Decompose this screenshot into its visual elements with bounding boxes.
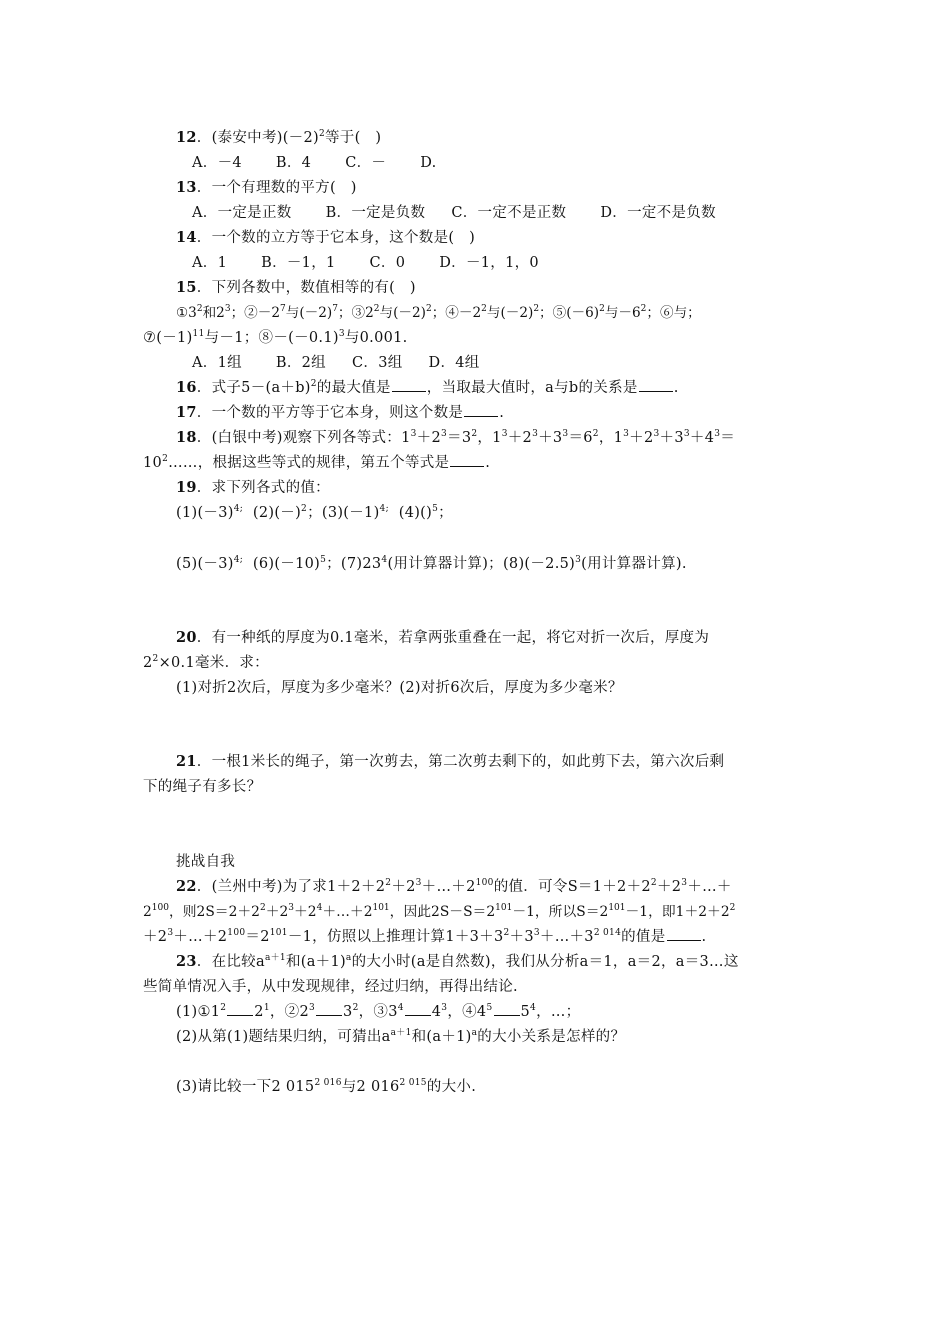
question-15-items-line1: $①3^2$和$2^3$；$②-2^7$与$(-2)^7$；$③2^2$与$(-2)^2$；$④-2^2$与$(-2)^2$；$⑤(-6)^2$与$-6^2$；⑥与； — [176, 304, 701, 321]
question-14: 14．一个数的立方等于它本身，这个数是( ) — [176, 229, 476, 246]
question-18: 18．(白银中考)观察下列各等式：$1^3+2^3=3^2$，$1^3+2^3+3^3=6^2$，$1^3+2^3+3^3+4^3=$ — [176, 429, 736, 446]
question-23-line2: 些简单情况入手，从中发现规律，经过归纳，再得出结论. — [143, 979, 518, 995]
question-15-items-line2: $⑦(-1)^{11}$与－1；$⑧-(-0.1)^3$与0.001. — [143, 329, 408, 346]
answer-blank[interactable] — [667, 928, 701, 941]
question-23: 23．在比较$a^{a+1}$和$(a+1)^a$的大小时(a是自然数)，我们从分析a＝1，a＝2，a＝3…这 — [176, 953, 739, 970]
answer-blank[interactable] — [450, 454, 484, 467]
question-12: 12．(泰安中考)$(-2)^2$等于( ) — [176, 129, 382, 146]
compare-blank[interactable] — [316, 1003, 342, 1016]
compare-blank[interactable] — [405, 1003, 431, 1016]
question-23-part1: $(1)①1^2$ $2^1$，$②2^3$ $3^2$，$③3^4$ $4^3$，$④4^5$ $5^4$，…； — [176, 1003, 581, 1020]
question-20: 20．有一种纸的厚度为0.1毫米，若拿两张重叠在一起，将它对折一次后，厚度为 — [176, 629, 710, 646]
compare-blank[interactable] — [494, 1003, 520, 1016]
question-21-line2: 下的绳子有多长？ — [143, 779, 262, 795]
question-18-line2: $10^2\dots\dots$，根据这些等式的规律，第五个等式是 . — [143, 454, 491, 471]
question-16: 16．式子$5-(a+b)^2$的最大值是 ，当取最大值时，a与b的关系是 . — [176, 379, 679, 396]
question-15-options: A．1组 B．2组 C．3组 D．4组 — [192, 355, 480, 371]
question-20-line2: $2^2\times 0.1$毫米．求： — [143, 654, 269, 671]
question-23-part2: (2)从第(1)题结果归纳，可猜出$a^{a+1}$和$(a+1)^a$的大小关系是怎样的？ — [176, 1028, 626, 1045]
question-19: 19．求下列各式的值： — [176, 479, 330, 496]
answer-blank[interactable] — [639, 379, 673, 392]
question-19-parts-1-4: $(1)(-3)^{4;}$ $(2)(-)^2$；$(3)(-1)^{4;}$ (4)()$^5$； — [176, 504, 453, 521]
question-21: 21．一根1米长的绳子，第一次剪去，第二次剪去剩下的，如此剪下去，第六次后剩 — [176, 753, 725, 770]
answer-blank[interactable] — [464, 404, 498, 417]
question-22-line3: $+2^3+\dots+2^{100}=2^{101}-1$，仿照以上推理计算$1+3+3^2+3^3+\dots+3^{2 014}$的值是 . — [143, 928, 707, 945]
question-20-parts: (1)对折2次后，厚度为多少毫米？(2)对折6次后，厚度为多少毫米？ — [176, 680, 623, 696]
compare-blank[interactable] — [227, 1003, 253, 1016]
question-13-options: A．一定是正数 B．一定是负数 C．一定不是正数 D．一定不是负数 — [192, 205, 716, 221]
question-13: 13．一个有理数的平方( ) — [176, 179, 357, 196]
section-title: 挑战自我 — [176, 854, 236, 870]
question-15: 15．下列各数中，数值相等的有( ) — [176, 279, 416, 296]
question-17: 17．一个数的平方等于它本身，则这个数是 . — [176, 404, 505, 421]
question-14-options: A．1 B．－1，1 C．0 D．－1，1，0 — [192, 255, 539, 271]
answer-blank[interactable] — [392, 379, 426, 392]
question-12-options: A．－4 B．4 C．－ D. — [192, 155, 437, 171]
question-19-parts-5-8: $(5)(-3)^{4;}$ $(6)(-10)^5$；$(7)23^4$(用计算器计算)；$(8)(-2.5)^3$(用计算器计算). — [176, 555, 687, 572]
question-23-part3: (3)请比较一下2 $015^{2 016}$与2 $016^{2 015}$的大小. — [176, 1078, 477, 1095]
question-22: 22．(兰州中考)为了求$1+2+2^2+2^3+\dots+2^{100}$的值．可令$S=1+2+2^2+2^3+\dots+$ — [176, 878, 732, 895]
question-22-line2: $2^{100}$，则$2S=2+2^2+2^3+2^4+\dots+2^{101}$，因此$2S-S=2^{101}-1$，所以$S=2^{101}-1$，即$1+2+2^2$ — [143, 903, 736, 920]
